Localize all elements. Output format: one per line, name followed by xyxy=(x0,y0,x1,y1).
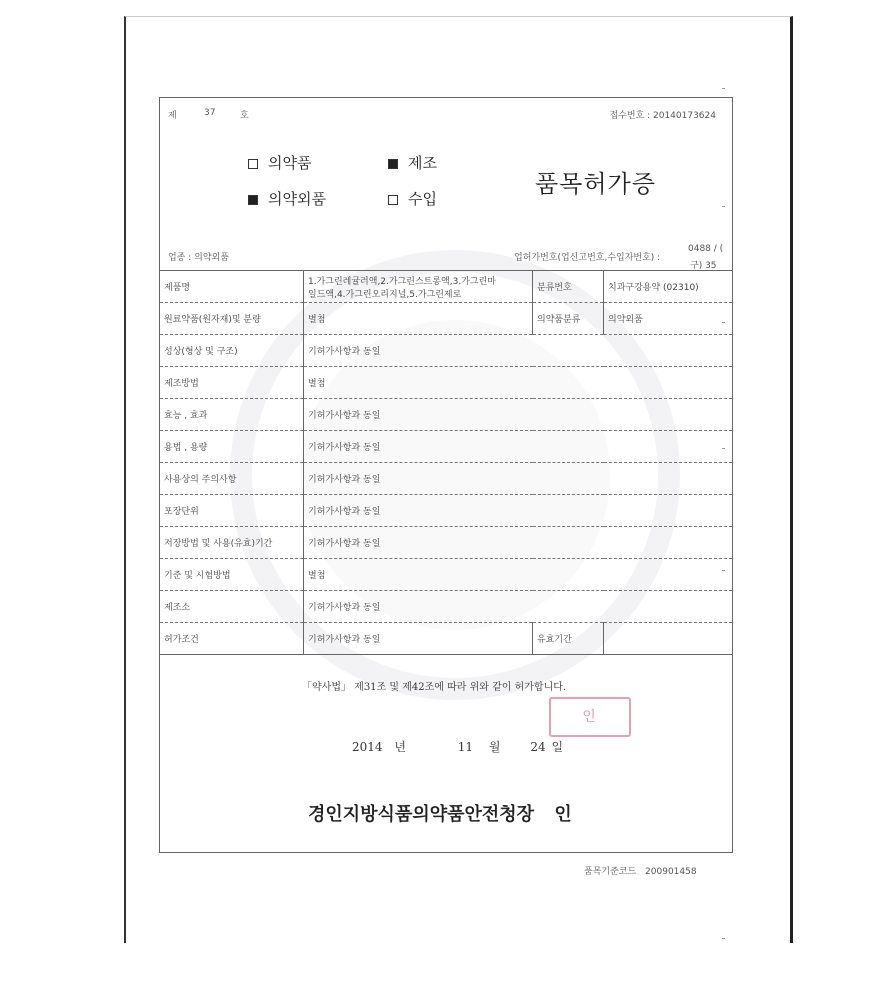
row-label: 사용상의 주의사항 xyxy=(160,463,304,495)
row-label: 기준 및 시험방법 xyxy=(160,559,304,591)
row-label: 효능 , 효과 xyxy=(160,399,304,431)
row-value: 기허가사항과 동일 xyxy=(304,399,733,431)
table-row xyxy=(160,527,732,559)
product-code-label: 품목기준코드 xyxy=(584,867,637,877)
validity-label: 유효기간 xyxy=(533,623,604,655)
license-number-label: 업허가번호(업신고번호,수입자번호) : xyxy=(514,253,661,263)
validity-value xyxy=(604,623,733,655)
scan-mark xyxy=(722,570,725,571)
row-label: 용법 , 용량 xyxy=(160,431,304,463)
license-number-value-1: 0488 / ( xyxy=(688,244,724,254)
category-quasi-drug xyxy=(248,188,326,209)
serial-suffix: 호 xyxy=(240,111,249,121)
issue-month-unit: 월 xyxy=(488,740,501,754)
row-value: 기허가사항과 동일 xyxy=(304,591,733,623)
class-number-label: 분류번호 xyxy=(533,271,604,303)
category-pharma-label: 의약품 xyxy=(268,154,312,172)
ingredients-value: 별첨 xyxy=(304,303,533,335)
class-number-value: 치과구강용약 (02310) xyxy=(604,271,733,303)
product-code-value: 200901458 xyxy=(645,867,697,877)
product-name-label: 제품명 xyxy=(160,271,304,303)
issue-year-unit: 년 xyxy=(394,740,406,754)
issue-date xyxy=(352,738,563,755)
table-row xyxy=(160,303,732,335)
row-value: 기허가사항과 동일 xyxy=(304,527,733,559)
checkbox-empty-icon xyxy=(248,159,258,169)
official-stamp xyxy=(549,697,631,737)
row-label: 성상(형상 및 구조) xyxy=(160,335,304,367)
condition-label: 허가조건 xyxy=(160,623,304,655)
table-row xyxy=(160,623,732,655)
scan-mark xyxy=(722,88,725,89)
product-name-line: 1.가그린레귤러액,2.가그린스트롱액,3.가그린마 xyxy=(308,276,496,287)
product-name-line: 일드액,4.가그린오리지널,5.가그린제로 xyxy=(308,289,462,300)
table-row xyxy=(160,591,732,623)
ingredients-label: 원료약품(원자재)및 분량 xyxy=(160,303,304,335)
legal-statement: 「약사법」 제31조 및 제42조에 따라 위와 같이 허가합니다. xyxy=(302,682,567,693)
document-title: 품목허가증 xyxy=(535,170,656,198)
row-value: 기허가사항과 동일 xyxy=(304,335,733,367)
serial-number: 37 xyxy=(204,108,216,118)
row-value: 기허가사항과 동일 xyxy=(304,431,733,463)
issue-year: 2014 xyxy=(352,740,383,754)
issue-day-unit: 일 xyxy=(551,740,564,754)
category-manufacture xyxy=(388,152,437,173)
table-row xyxy=(160,335,732,367)
scan-mark xyxy=(722,938,725,939)
business-type: 업종 : 의약외품 xyxy=(168,253,229,263)
table-row xyxy=(160,399,732,431)
table-row xyxy=(160,367,732,399)
permit-table xyxy=(160,270,732,655)
scan-mark xyxy=(722,322,725,323)
category-pharma xyxy=(248,152,311,173)
license-number-value-2: 구) 35 xyxy=(690,261,717,271)
serial-prefix: 제 xyxy=(168,111,177,121)
category-import-label: 수입 xyxy=(408,190,437,208)
row-label: 저장방법 및 사용(유효)기간 xyxy=(160,527,304,559)
scan-mark xyxy=(722,448,725,449)
row-value: 별첨 xyxy=(304,367,733,399)
row-label: 제조방법 xyxy=(160,367,304,399)
receipt-number: 접수번호 : 20140173624 xyxy=(609,111,716,121)
category-manufacture-label: 제조 xyxy=(408,154,437,172)
row-value: 별첨 xyxy=(304,559,733,591)
issue-month: 11 xyxy=(457,740,474,754)
issuer-name: 경인지방식품의약품안전청장 xyxy=(308,804,535,825)
scan-mark xyxy=(722,206,725,207)
permit-form xyxy=(159,97,733,853)
row-label: 포장단위 xyxy=(160,495,304,527)
issuer xyxy=(308,800,572,826)
issuer-seal-mark: 인 xyxy=(554,804,572,825)
table-row xyxy=(160,559,732,591)
drug-class-label: 의약품분류 xyxy=(533,303,604,335)
row-value: 기허가사항과 동일 xyxy=(304,463,733,495)
checkbox-empty-icon xyxy=(388,195,398,205)
category-import xyxy=(388,188,437,209)
stamp-text: 인 xyxy=(582,709,598,725)
product-code xyxy=(584,864,697,877)
checkbox-filled-icon xyxy=(248,195,258,205)
row-label: 제조소 xyxy=(160,591,304,623)
product-name-value xyxy=(304,271,533,303)
category-quasi-drug-label: 의약외품 xyxy=(268,190,326,208)
row-value: 기허가사항과 동일 xyxy=(304,495,733,527)
checkbox-filled-icon xyxy=(388,159,398,169)
table-row xyxy=(160,463,732,495)
table-row xyxy=(160,271,732,303)
table-row xyxy=(160,495,732,527)
table-row xyxy=(160,431,732,463)
drug-class-value: 의약외품 xyxy=(604,303,733,335)
condition-value: 기허가사항과 동일 xyxy=(304,623,533,655)
issue-day: 24 xyxy=(530,740,546,754)
